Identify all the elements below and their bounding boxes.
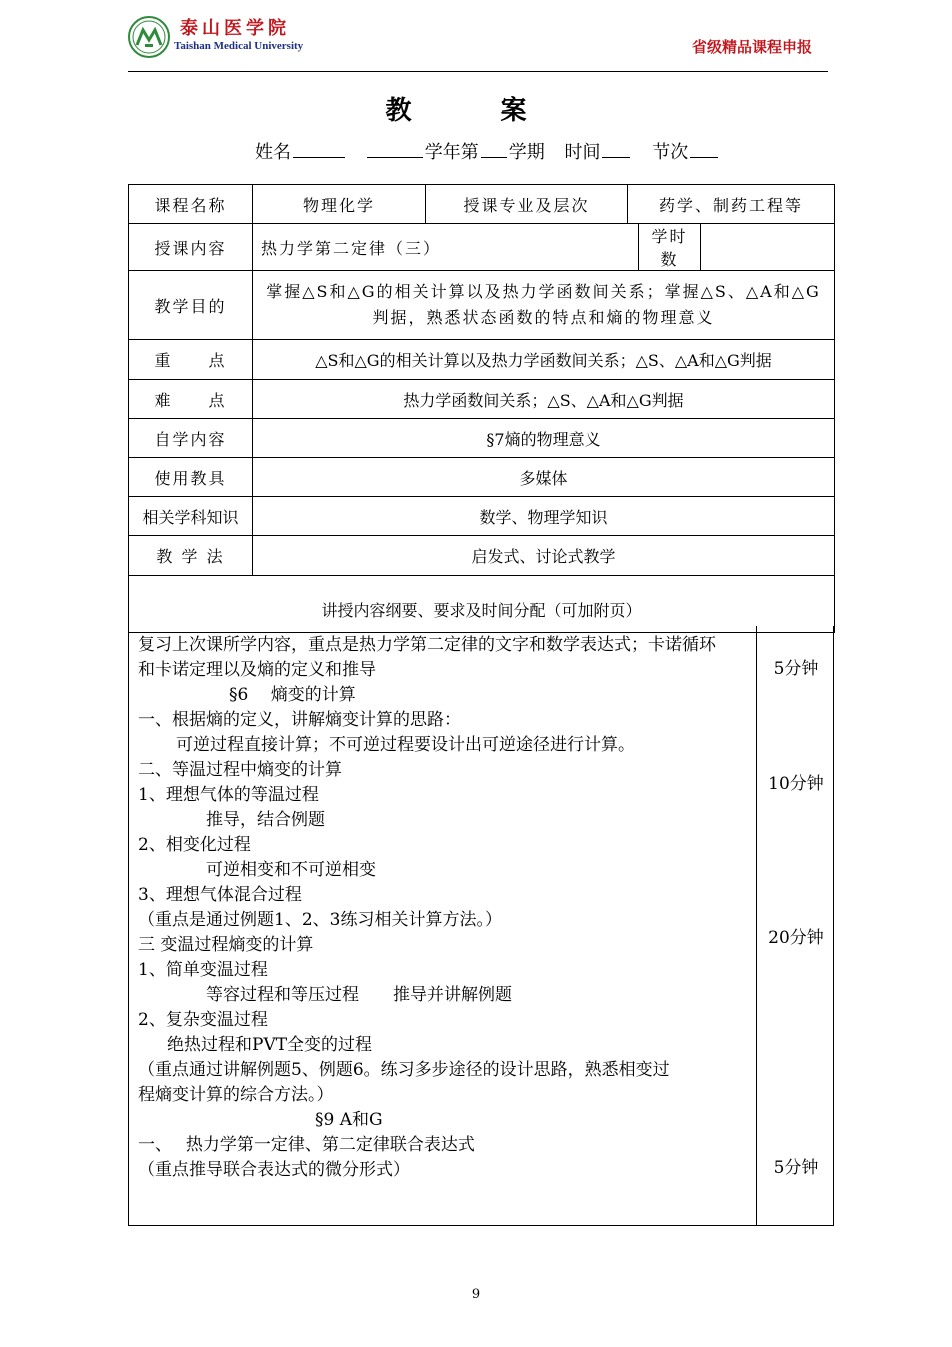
outline-line: 一、 热力学第一定律、第二定律联合表达式 (138, 1135, 475, 1155)
university-name-en: Taishan Medical University (174, 40, 304, 52)
hours-value (701, 224, 835, 271)
course-value: 物理化学 (253, 185, 426, 224)
outline-line: 2、复杂变温过程 (138, 1010, 268, 1030)
outline-line: 等容过程和等压过程 推导并讲解例题 (206, 985, 512, 1005)
self-study-label: 自学内容 (129, 419, 253, 458)
outline-section (128, 626, 834, 1226)
program-title: 省级精品课程申报 (691, 38, 812, 56)
lesson-plan-table (128, 184, 835, 633)
tools-label: 使用教具 (129, 458, 253, 497)
outline-line: 和卡诺定理以及熵的定义和推导 (138, 660, 376, 680)
outline-line: 2、相变化过程 (138, 835, 251, 855)
term-blank[interactable] (481, 139, 507, 158)
hours-label: 学时数 (639, 224, 701, 271)
time-blank[interactable] (602, 139, 630, 158)
outline-line: 1、简单变温过程 (138, 960, 268, 980)
tools-value: 多媒体 (253, 458, 835, 497)
outline-line: （重点通过讲解例题5、例题6。练习多步途径的设计思路，熟悉相变过 (138, 1060, 670, 1080)
outline-line: §9 A和G (315, 1110, 383, 1130)
year-blank[interactable] (367, 139, 423, 158)
title-text: 教 案 (385, 96, 567, 126)
major-value: 药学、制药工程等 (628, 185, 835, 224)
header-divider (128, 71, 828, 72)
outline-line: 绝热过程和PVT全变的过程 (167, 1035, 373, 1055)
goal-value: 掌握△S和△G的相关计算以及热力学函数间关系；掌握△S、△A和△G判据，熟悉状态函数的特点和熵的物理意义 (253, 271, 835, 340)
outline-line: 推导，结合例题 (206, 810, 325, 830)
name-label: 姓名 (255, 142, 291, 163)
outline-line: 三 变温过程熵变的计算 (138, 935, 314, 955)
period-blank[interactable] (690, 139, 718, 158)
method-label: 教 学 法 (129, 536, 253, 576)
university-logo-icon (128, 16, 170, 58)
content-value: 热力学第二定律（三） (253, 224, 639, 271)
time-allocation: 5分钟 (773, 1158, 819, 1178)
year-label: 学年第 (424, 142, 479, 163)
time-allocation: 10分钟 (768, 774, 824, 794)
time-allocation: 20分钟 (768, 928, 824, 948)
outline-content (129, 626, 757, 1226)
outline-header: 讲授内容纲要、要求及时间分配（可加附页） (129, 576, 835, 633)
outline-line: 1、理想气体的等温过程 (138, 785, 319, 805)
page-header (128, 14, 834, 72)
difficult-value: 热力学函数间关系；△S、△A和△G判据 (253, 380, 835, 419)
goal-label: 教学目的 (129, 271, 253, 340)
major-label: 授课专业及层次 (426, 185, 628, 224)
content-label: 授课内容 (129, 224, 253, 271)
self-study-value: §7熵的物理意义 (253, 419, 835, 458)
outline-line: 程熵变计算的综合方法。） (138, 1085, 334, 1105)
outline-line: 复习上次课所学内容，重点是热力学第二定律的文字和数学表达式；卡诺循环 (138, 635, 716, 655)
outline-line: 可逆相变和不可逆相变 (206, 860, 376, 880)
outline-line: （重点推导联合表达式的微分形式） (138, 1160, 410, 1180)
outline-line: 3、理想气体混合过程 (138, 885, 302, 905)
key-value: △S和△G的相关计算以及热力学函数间关系；△S、△A和△G判据 (253, 340, 835, 380)
info-line (255, 138, 720, 164)
outline-line: 二、等温过程中熵变的计算 (138, 760, 342, 780)
term-label: 学期 (508, 142, 545, 163)
key-label: 重 点 (129, 340, 253, 380)
related-value: 数学、物理学知识 (253, 497, 835, 536)
page-number: 9 (471, 1287, 481, 1302)
outline-line: 一、根据熵的定义，讲解熵变计算的思路： (138, 710, 461, 730)
period-label: 节次 (652, 142, 689, 163)
outline-line: 可逆过程直接计算；不可逆过程要设计出可逆途径进行计算。 (176, 735, 635, 755)
difficult-label: 难 点 (129, 380, 253, 419)
outline-line: §6 熵变的计算 (229, 685, 356, 705)
related-label: 相关学科知识 (129, 497, 253, 536)
method-value: 启发式、讨论式教学 (253, 536, 835, 576)
course-label: 课程名称 (129, 185, 253, 224)
page-title (0, 90, 952, 127)
time-allocation: 5分钟 (773, 659, 819, 679)
outline-line: （重点是通过例题1、2、3练习相关计算方法。） (138, 910, 502, 930)
time-label: 时间 (564, 142, 601, 163)
university-name-cn: 泰山医学院 (180, 18, 290, 39)
name-blank[interactable] (293, 139, 345, 158)
